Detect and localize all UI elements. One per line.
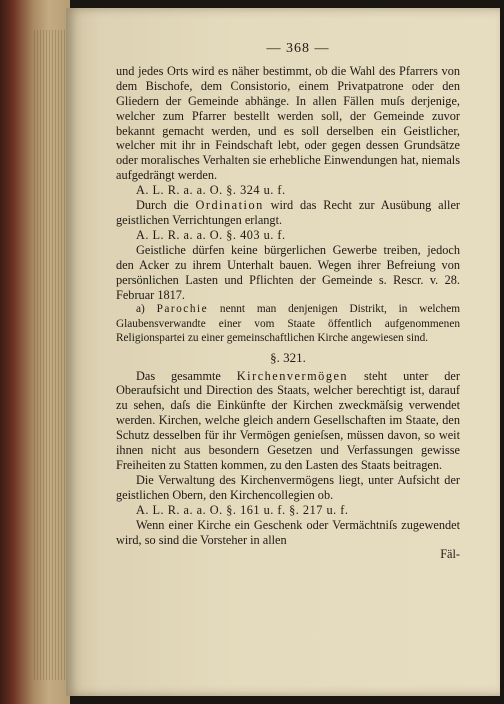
- legal-reference: A. L. R. a. a. O. §. 324 u. f.: [136, 183, 286, 198]
- paragraph-administration: Die Verwaltung des Kirchenvermögens liegt, unter Aufsicht der geistlichen Obern, den Kirchencollegien ob.: [116, 472, 460, 502]
- paragraph-election: und jedes Orts wird es näher bestimmt, ob die Wahl des Pfarrers von dem Bischofe, dem Consistorio, einem Privatpatrone oder den Gliedern der Gemeinde abhänge. In allen Fällen muſs derjenige, welcher zum Pfarrer bestellt werden soll, der Gemeinde zuvor bekannt gemacht werden, und es soll derselben ein Geistlicher, welcher mit ihr in Feindschaft lebt, oder gegen dessen Grundsätze oder moralisches Verhalten sie erhebliche Einwendungen hat, niemals aufgedrängt werden.: [116, 63, 460, 183]
- paragraph-clergy-trades: Geistliche dürfen keine bürgerlichen Gewerbe treiben, jedoch den Acker zu ihrem Unterhalt bauen. Wegen ihrer Befreiung von persönlichen Lasten und Pflichten der Gemeinde s. Rescr. v. 28. Februar 1817.: [116, 242, 460, 302]
- emphasis-ordination: Ordination: [195, 198, 264, 213]
- paragraph-gifts: Wenn einer Kirche ein Geschenk oder Vermächtniſs zugewendet wird, so sind die Vorsteher in allen: [116, 517, 460, 547]
- book-fore-edge: [0, 0, 70, 704]
- emphasis-kirchenvermoegen: Kirchenvermögen: [236, 368, 349, 383]
- emphasis-parochie: Parochie: [156, 303, 209, 316]
- page-number: — 368 —: [266, 41, 330, 56]
- paragraph-church-property: Das gesammte Kirchenvermögen steht unter der Oberaufsicht und Direction des Staats, welcher berechtigt ist, darauf zu sehen, daſs die Einkünfte der Kirchen zweckmäſsig verwendet werden. Kirchen, welche gleich andern Gesellschaften im Staate, den Schutz desselben für ihr Vermögen genieſsen, müssen davon, so weit ihnen nicht aus besondern Gesetzen und Verfassungen gewisse Freiheiten zu Statten kommen, zu den Lasten des Staats beitragen.: [116, 368, 460, 472]
- page-content: [116, 42, 460, 562]
- legal-reference: A. L. R. a. a. O. §. 161 u. f. §. 217 u. f.: [136, 502, 349, 517]
- legal-reference: A. L. R. a. a. O. §. 403 u. f.: [136, 227, 286, 242]
- paragraph-ordination: Durch die Ordination wird das Recht zur Ausübung aller geistlichen Verrichtungen erlangt.: [116, 198, 460, 227]
- catchword: Fäl-: [440, 547, 460, 562]
- footnote-parochie: a) Parochie nennt man denjenigen Distrikt, in welchem Glaubensverwandte einer vom Staate öffentlich aufgenommenen Religionspartei zu einer gemeinschaftlichen Kirche angewiesen sind.: [116, 303, 460, 345]
- section-heading: §. 321.: [270, 349, 306, 365]
